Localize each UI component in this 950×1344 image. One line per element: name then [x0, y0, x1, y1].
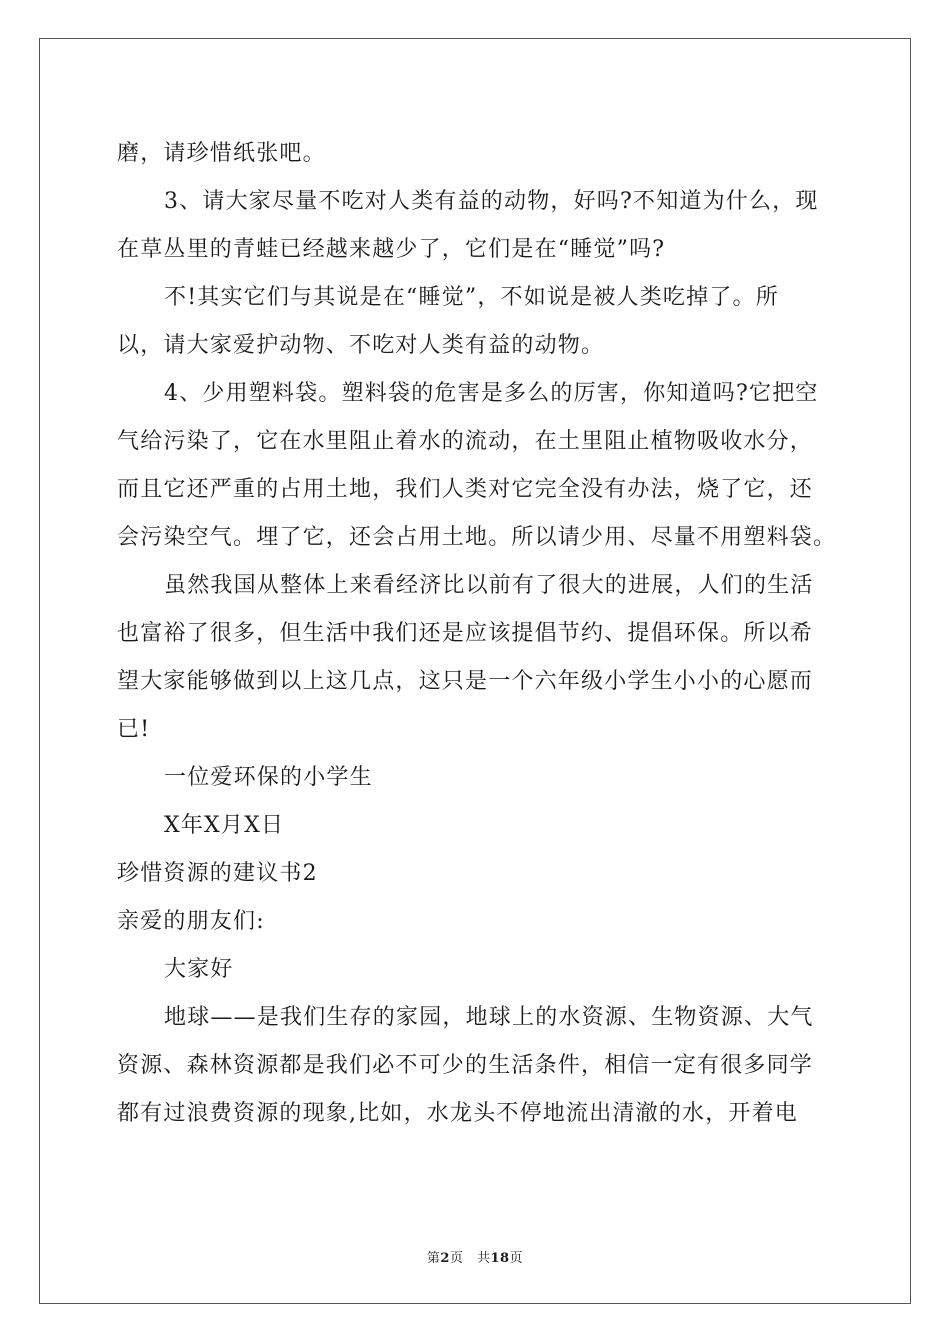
- text-line: 以，请大家爱护动物、不吃对人类有益的动物。: [117, 333, 605, 358]
- text-line: 3、请大家尽量不吃对人类有益的动物，好吗?不知道为什么，现: [164, 189, 819, 214]
- signature-line: 一位爱环保的小学生: [164, 765, 373, 790]
- text-line: 不!其实它们与其说是在“睡觉”，不如说是被人类吃掉了。所: [164, 285, 779, 310]
- footer-prefix: 第: [426, 1251, 441, 1266]
- text-line: 也富裕了很多，但生活中我们还是应该提倡节约、提倡环保。所以希: [117, 621, 814, 646]
- section-title: 珍惜资源的建议书2: [117, 861, 318, 886]
- total-pages-number: 18: [490, 1251, 510, 1266]
- text-line: 望大家能够做到以上这几点，这只是一个六年级小学生小小的心愿而: [117, 669, 814, 694]
- text-line: 都有过浪费资源的现象,比如，水龙头不停地流出清澈的水，开着电: [117, 1101, 798, 1126]
- text-line: 资源、森林资源都是我们必不可少的生活条件，相信一定有很多同学: [117, 1053, 814, 1078]
- text-line: 会污染空气。埋了它，还会占用土地。所以请少用、尽量不用塑料袋。: [117, 525, 837, 550]
- greeting: 大家好: [164, 957, 234, 982]
- footer-suffix: 页: [509, 1251, 524, 1266]
- text-line: 虽然我国从整体上来看经济比以前有了很大的进展，人们的生活: [164, 573, 814, 598]
- text-line: 磨，请珍惜纸张吧。: [117, 141, 326, 166]
- text-line: 4、少用塑料袋。塑料袋的危害是多么的厉害，你知道吗?它把空: [164, 381, 819, 406]
- text-line: 在草丛里的青蛙已经越来越少了，它们是在“睡觉”吗?: [117, 237, 666, 262]
- page-footer: [0, 1247, 950, 1266]
- text-line: 已!: [117, 717, 151, 742]
- text-line: 地球——是我们生存的家园，地球上的水资源、生物资源、大气: [164, 1005, 814, 1030]
- text-line: 而且它还严重的占用土地，我们人类对它完全没有办法，烧了它，还: [117, 477, 814, 502]
- document-body: [117, 130, 837, 1138]
- current-page-number: 2: [440, 1251, 450, 1266]
- salutation: 亲爱的朋友们:: [117, 909, 265, 934]
- footer-middle: 页 共: [449, 1251, 491, 1266]
- text-line: 气给污染了，它在水里阻止着水的流动，在土里阻止植物吸收水分，: [117, 429, 814, 454]
- date-line: X年X月X日: [164, 813, 285, 838]
